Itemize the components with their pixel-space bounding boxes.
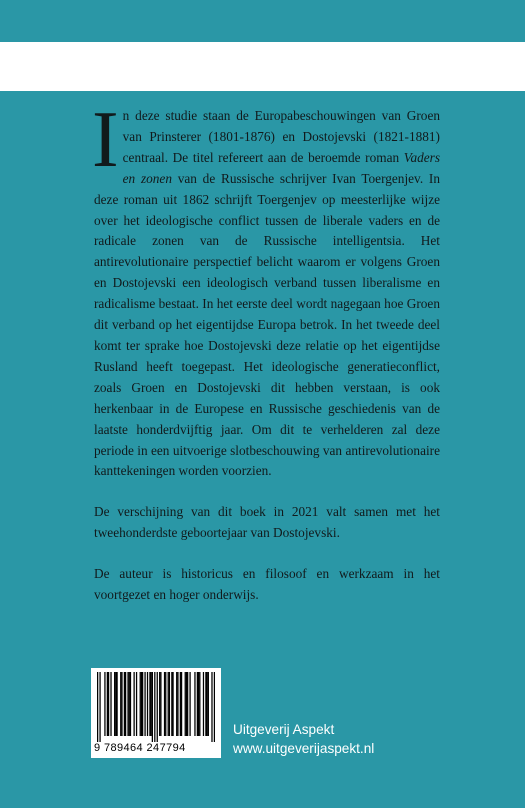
barcode-bar: [125, 672, 126, 736]
barcode-bar: [160, 672, 161, 736]
barcode-bar: [185, 672, 186, 736]
barcode-bar: [198, 672, 199, 736]
barcode-bar: [120, 672, 121, 736]
barcode-bar: [121, 672, 122, 736]
barcode-bar: [187, 672, 188, 736]
barcode-bar: [214, 672, 215, 742]
blurb-paragraph-2: De verschijning van dit boek in 2021 valt samen met het tweehonderdste geboortejaar van Dostojevski.: [94, 504, 440, 541]
barcode-bar: [154, 672, 155, 742]
isbn-number: 9 789464 247794: [94, 742, 186, 754]
barcode-bar: [115, 672, 116, 736]
barcode-bar: [208, 672, 209, 736]
barcode-bar: [177, 672, 178, 736]
publisher-name: Uitgeverij Aspekt: [233, 722, 335, 737]
barcode-bar: [169, 672, 170, 736]
novel-title: Vaders en zonen: [122, 149, 440, 186]
white-band: [0, 42, 525, 91]
blurb-paragraph-1: [92, 96, 440, 482]
barcode-bar: [108, 672, 109, 736]
barcode-bar: [130, 672, 131, 736]
barcode-bar: [171, 672, 172, 736]
barcode-bar: [199, 672, 200, 736]
barcode-bar: [168, 672, 169, 736]
blurb-text: [92, 96, 440, 606]
barcode-bars: [97, 672, 215, 742]
barcode-bar: [151, 672, 152, 736]
barcode-bar: [144, 672, 145, 736]
drop-cap: I: [92, 96, 119, 184]
barcode-bar: [206, 672, 207, 736]
blurb-paragraph-3: De auteur is historicus en filosoof en werkzaam in het voortgezet en hoger onderwijs.: [94, 566, 440, 603]
blurb-paragraph-1-part-b: van de Russische schrijver Ivan Toergenjev. In deze roman uit 1862 schrijft Toergenjev op meesterlijke wijze over het ideologische conflict tussen de liberale vaders en de radicale zonen van de Russische intelligentsia. Het antirevolutionaire perspectief belicht waarom er volgens Groen en Dostojevski een ideologisch verband tussen liberalisme en radicalisme bestaat. In het eerste deel wordt nagegaan hoe Groen dit verband op het eigentijdse Europa betrok. In het tweede deel komt ter sprake hoe Dostojevski deze relatie op het eigentijdse Rusland heeft toegepast. Het ideologische generatieconflict, zoals Groen en Dostojevski dit hebben verstaan, is ook herkenbaar in de Europese en Russische geschiedenis van de laatste honderdvijftig jaar. Om dit te verhelderen zal deze periode in een uitvoerige slotbeschouwing van antirevolutionaire kanttekeningen worden voorzien.: [94, 170, 440, 479]
barcode-bar: [157, 672, 158, 742]
isbn-barcode: [91, 668, 221, 758]
barcode-bar: [136, 672, 137, 736]
barcode-bar: [116, 672, 117, 736]
barcode-bar: [164, 672, 165, 736]
barcode-bar: [127, 672, 128, 736]
barcode-bar: [186, 672, 187, 736]
barcode-bar: [203, 672, 204, 736]
blurb-paragraph-1-part-a: n deze studie staan de Europabeschouwingen van Groen van Prinsterer (1801-1876) en Dostojevski (1821-1881) centraal. De titel refereert aan de beroemde roman: [122, 108, 440, 165]
barcode-bar: [133, 672, 134, 736]
barcode-bar: [147, 672, 148, 736]
barcode-bar: [149, 672, 150, 736]
barcode-bar: [172, 672, 173, 736]
barcode-bar: [194, 672, 195, 736]
barcode-bar: [197, 672, 198, 736]
barcode-bar: [165, 672, 166, 736]
barcode-bar: [110, 672, 111, 736]
barcode-bar: [107, 672, 108, 736]
publisher-website: www.uitgeverijaspekt.nl: [233, 741, 375, 756]
barcode-bar: [104, 672, 105, 736]
barcode-bar: [211, 672, 212, 742]
barcode-bar: [189, 672, 190, 736]
barcode-bar: [142, 672, 143, 736]
barcode-bar: [124, 672, 125, 736]
barcode-bar: [114, 672, 115, 736]
barcode-bar: [159, 672, 160, 736]
barcode-bar: [152, 672, 153, 742]
barcode-bar: [99, 672, 100, 742]
barcode-bar: [181, 672, 182, 736]
barcode-bar: [180, 672, 181, 736]
barcode-bar: [141, 672, 142, 736]
barcode-bar: [140, 672, 141, 736]
barcode-bar: [205, 672, 206, 736]
publisher-info: [233, 720, 374, 758]
barcode-bar: [97, 672, 98, 742]
barcode-bar: [176, 672, 177, 736]
barcode-bar: [129, 672, 130, 736]
